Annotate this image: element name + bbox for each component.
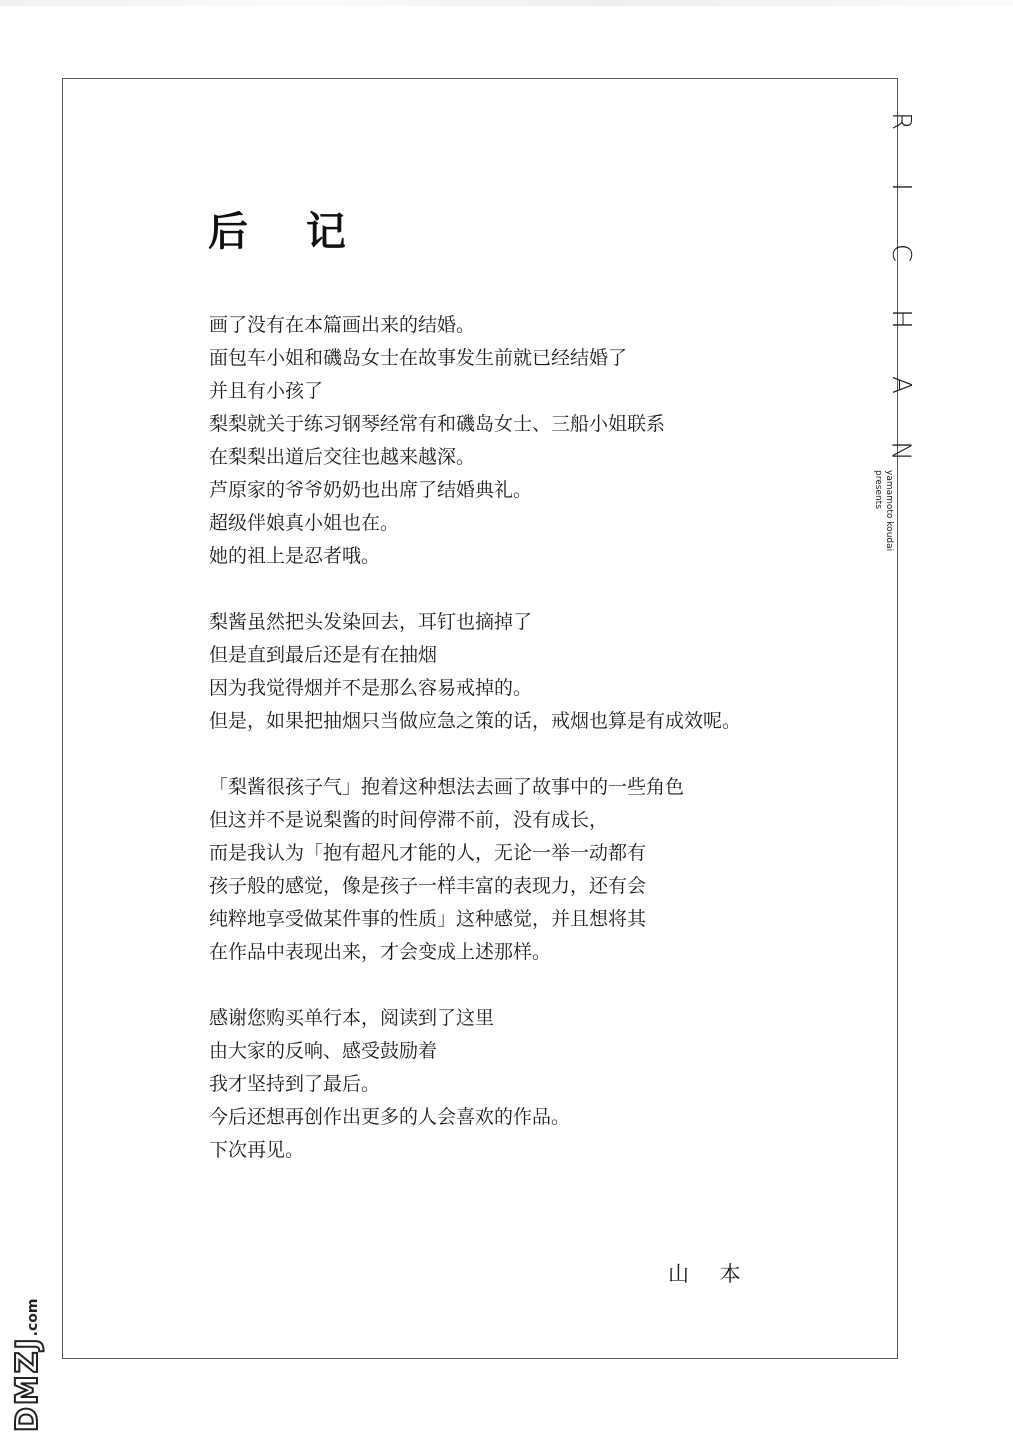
- text-line: 在作品中表现出来，才会变成上述那样。: [209, 941, 552, 963]
- text-line: 而是我认为「抱有超凡才能的人，无论一举一动都有: [209, 842, 647, 864]
- side-credit-presents: presents: [873, 470, 883, 509]
- side-title-letter: N: [885, 441, 916, 461]
- side-credit-author: yamamoto koudai: [884, 470, 894, 552]
- text-line: 梨酱虽然把头发染回去，耳钉也摘掉了: [209, 611, 533, 633]
- text-line: 但是直到最后还是有在抽烟: [209, 644, 438, 666]
- site-watermark: [10, 1282, 46, 1432]
- watermark-brand: DMZJ: [10, 1336, 45, 1432]
- side-title-letter: H: [886, 309, 916, 329]
- text-line: 「梨酱很孩子气」抱着这种想法去画了故事中的一些角色: [209, 776, 685, 798]
- text-line: 梨梨就关于练习钢琴经常有和磯岛女士、三船小姐联系: [209, 413, 666, 435]
- side-title-letter: I: [885, 183, 916, 191]
- text-line: 下次再见。: [209, 1139, 305, 1161]
- text-line: 芦原家的爷爷奶奶也出席了结婚典礼。: [209, 479, 533, 501]
- paragraph-1: [209, 309, 849, 573]
- top-edge-strip: [0, 0, 1013, 6]
- side-credit: [866, 470, 894, 570]
- side-title-letter: R: [885, 111, 916, 131]
- text-line: 由大家的反响、感受鼓励着: [209, 1040, 438, 1062]
- text-line: 今后还想再创作出更多的人会喜欢的作品。: [209, 1106, 571, 1128]
- paragraph-2: [209, 606, 849, 738]
- afterword-body: [209, 309, 849, 1200]
- watermark-domain: .com: [25, 1298, 41, 1337]
- text-line: 但是，如果把抽烟只当做应急之策的话，戒烟也算是有成效呢。: [209, 710, 742, 732]
- text-line: 因为我觉得烟并不是那么容易戒掉的。: [209, 677, 533, 699]
- text-line: 但这并不是说梨酱的时间停滞不前，没有成长，: [209, 809, 609, 831]
- text-line: 画了没有在本篇画出来的结婚。: [209, 314, 476, 336]
- text-line: 超级伴娘真小姐也在。: [209, 512, 400, 534]
- paragraph-3: [209, 771, 849, 969]
- text-line: 在梨梨出道后交往也越来越深。: [209, 446, 476, 468]
- author-signature: 山 本: [668, 1262, 753, 1286]
- side-title-letter: C: [886, 243, 916, 263]
- paragraph-4: [209, 1002, 849, 1167]
- page-title: 后 记: [208, 209, 368, 255]
- text-line: 面包车小姐和磯岛女士在故事发生前就已经结婚了: [209, 347, 628, 369]
- text-line: 孩子般的感觉，像是孩子一样丰富的表现力，还有会: [209, 875, 647, 897]
- text-line: 我才坚持到了最后。: [209, 1073, 381, 1095]
- text-line: 她的祖上是忍者哦。: [209, 545, 381, 567]
- text-line: 并且有小孩了: [209, 380, 324, 402]
- side-title-letter: A: [885, 376, 916, 394]
- side-series-title: [866, 88, 916, 484]
- text-line: 纯粹地享受做某件事的性质」这种感觉，并且想将其: [209, 908, 647, 930]
- text-line: 感谢您购买单行本，阅读到了这里: [209, 1007, 495, 1029]
